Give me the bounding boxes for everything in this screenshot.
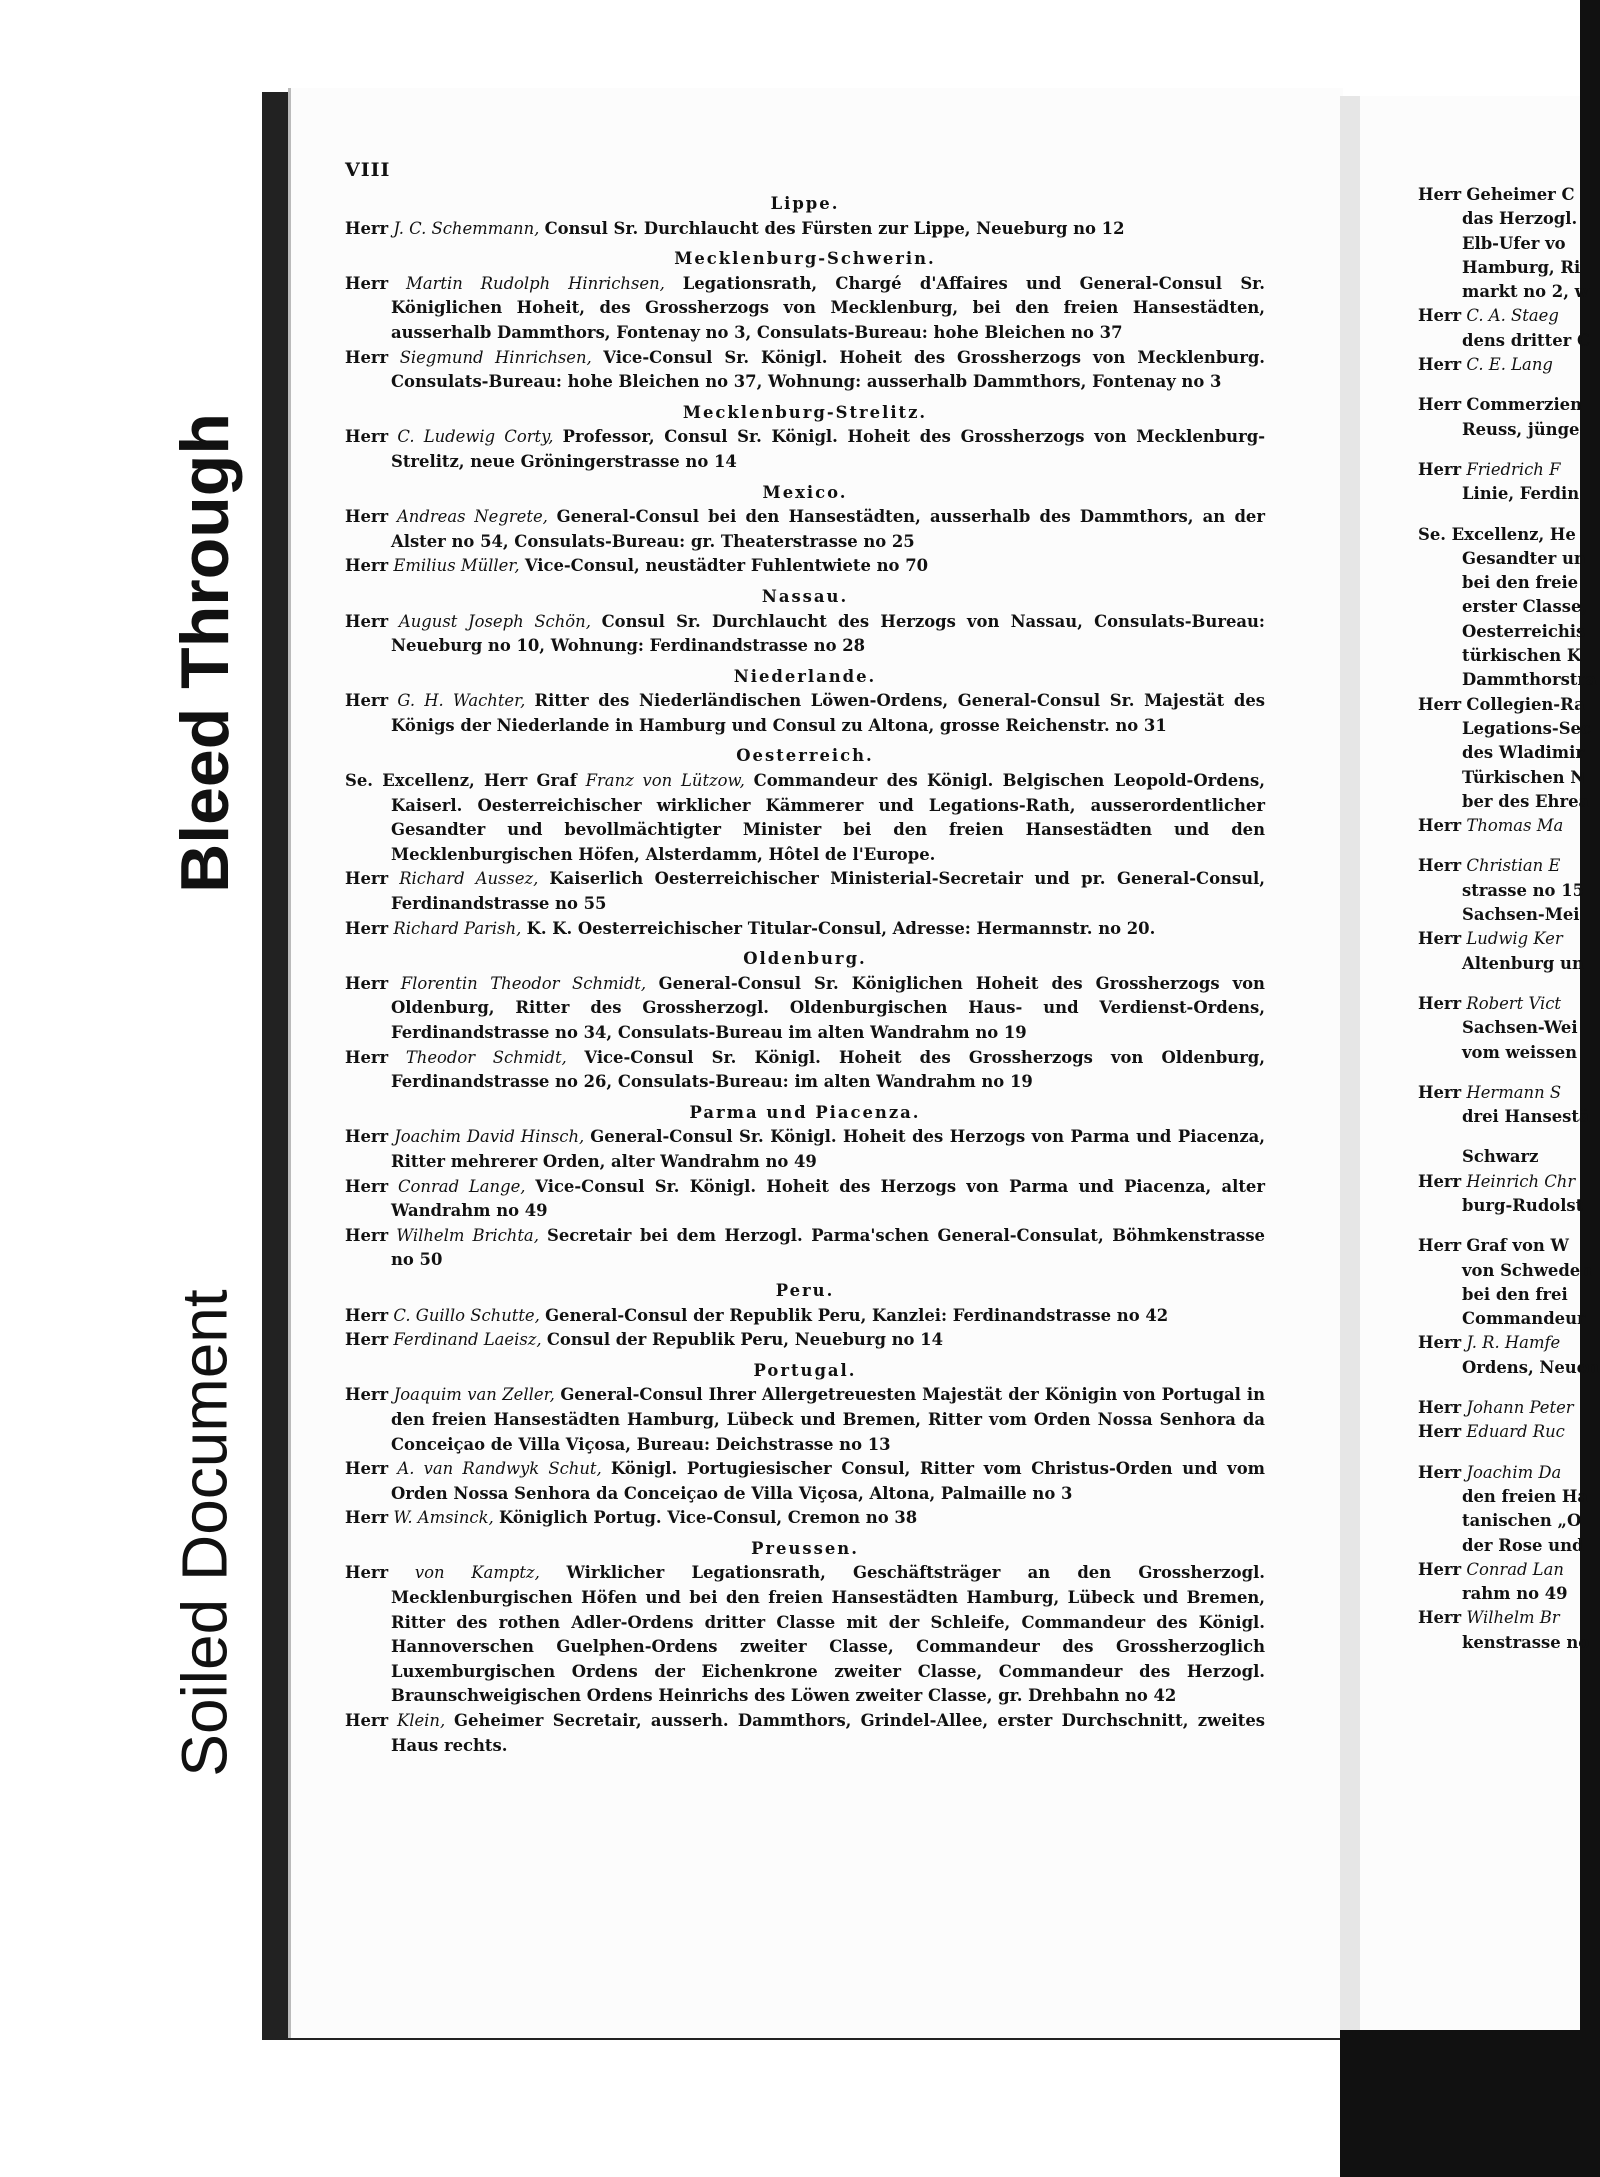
right-page-line (1418, 668, 1600, 692)
entry-label: Herr (345, 556, 389, 576)
entry-text: General-Consul Ihrer Allergetreuesten Majestät der Königin von Portugal in den freien Hansestädten Hamburg, Lübeck und Bremen, Ritter vom Orden Nossa Senhora da Conceiçao de Villa Viçosa, Bureau: Deichstrasse no 13 (391, 1385, 1265, 1454)
entry-text: Königl. Portugiesischer Consul, Ritter vom Christus-Orden und vom Orden Nossa Senhora da Conceiçao de Villa Viçosa, Altona, Palmaille no 3 (391, 1459, 1265, 1503)
entry-name: Conrad Lan (1466, 1559, 1564, 1579)
entry-label: Herr (1418, 1422, 1462, 1442)
entry-text: Graf von W (1466, 1236, 1569, 1256)
right-page-line (1418, 620, 1600, 644)
directory-entry (345, 1304, 1265, 1329)
soiled-document-label (152, 1240, 258, 1825)
entry-label: Herr (345, 427, 389, 447)
entry-label: Herr (1418, 459, 1462, 479)
right-page-line (1418, 353, 1600, 377)
right-page-line (1418, 183, 1600, 207)
entry-label: Herr (1418, 1462, 1462, 1482)
entry-label: Herr (1418, 993, 1462, 1013)
entry-text: bei den freie (1462, 573, 1579, 593)
entry-name: Florentin Theodor Schmidt, (400, 973, 647, 993)
right-page-line (1418, 1016, 1600, 1040)
directory-entry (345, 425, 1265, 474)
entry-text: burg-Rudolst (1462, 1195, 1584, 1215)
entry-label: Herr (345, 218, 389, 238)
entry-name: Joaquim van Zeller, (393, 1385, 555, 1405)
entry-name: Thomas Ma (1466, 816, 1564, 836)
entry-text: tanischen „O (1462, 1511, 1582, 1531)
entry-name: G. H. Wachter, (397, 691, 526, 711)
entry-name: Wilhelm Brichta, (396, 1225, 539, 1245)
entry-name: Heinrich Chr (1466, 1171, 1576, 1191)
right-page-line (1418, 1534, 1600, 1558)
section-title: Preussen. (751, 1538, 859, 1558)
section-title: Portugal. (753, 1360, 857, 1380)
entry-text: Elb-Ufer vo (1462, 233, 1566, 253)
directory-entry (345, 1125, 1265, 1174)
entry-label: Herr (1418, 306, 1462, 326)
section-title: Parma und Piacenza. (689, 1102, 921, 1122)
right-page-line (1418, 595, 1600, 619)
right-page-line (1418, 547, 1600, 571)
entry-label: Herr (1418, 1608, 1462, 1628)
entry-label: Herr (1418, 1398, 1462, 1418)
entry-text: Dammthorstra (1462, 670, 1597, 690)
entry-name: Joachim Da (1466, 1462, 1562, 1482)
entry-text: Consul Sr. Durchlaucht des Herzogs von Nassau, Consulats-Bureau: Neueburg no 10, Wohnung: Ferdinandstrasse no 28 (391, 611, 1265, 656)
right-page-line (1418, 207, 1600, 231)
entry-label: Herr (1418, 395, 1462, 415)
directory-entry (345, 689, 1265, 738)
right-page-line (1418, 1145, 1600, 1169)
entry-text: Königlich Portug. Vice-Consul, Cremon no 38 (498, 1508, 918, 1528)
entry-text: Collegien-Ra (1466, 694, 1585, 714)
right-page-line (1418, 854, 1600, 878)
entry-text: Altenburg un (1462, 953, 1584, 973)
section-title: Mecklenburg-Strelitz. (682, 402, 928, 422)
entry-name: Franz von Lützow, (585, 771, 745, 791)
entry-text: erster Classe, (1462, 597, 1588, 617)
right-page-line (1418, 571, 1600, 595)
right-page-line (1418, 1259, 1600, 1283)
entry-text: Legationsrath, Chargé d'Affaires und General-Consul Sr. Königlichen Hoheit, des Grossherzogs von Mecklenburg, bei den freien Hansestädten, ausserhalb Dammthors, Fontenay no 3, Consulats-Bureau: hohe Bleichen no 37 (391, 273, 1265, 342)
entry-text: türkischen K (1462, 646, 1582, 666)
directory-entry (345, 1561, 1265, 1709)
right-page-line (1418, 393, 1600, 417)
entry-name: W. Amsinck, (393, 1508, 494, 1528)
right-page-line (1418, 766, 1600, 790)
right-page-line (1418, 927, 1600, 951)
entry-text: Sachsen-Wei (1462, 1018, 1578, 1038)
right-page-line (1418, 280, 1600, 304)
entry-label: Herr (1418, 1333, 1462, 1353)
right-page-line (1418, 1170, 1600, 1194)
entry-name: Christian E (1466, 856, 1561, 876)
entry-text: Vice-Consul Sr. Königl. Hoheit des Herzogs von Parma und Piacenza, alter Wandrahm no 49 (391, 1176, 1265, 1221)
entry-name: Wilhelm Br (1466, 1608, 1560, 1628)
entry-name: Friedrich F (1466, 459, 1561, 479)
right-page-line (1418, 458, 1600, 482)
entry-text: Vice-Consul Sr. Königl. Hoheit des Grossherzogs von Oldenburg, Ferdinandstrasse no 26, Consulats-Bureau: im alten Wandrahm no 19 (391, 1047, 1265, 1092)
right-page-line (1418, 1041, 1600, 1065)
entry-label: Se. Excellenz, Herr Graf (345, 771, 577, 791)
entry-name: Ludwig Ker (1466, 929, 1563, 949)
directory-entry (345, 505, 1265, 554)
right-page-line (1418, 1194, 1600, 1218)
entry-name: Siegmund Hinrichsen, (399, 347, 592, 367)
directory-entry (345, 1328, 1265, 1353)
directory-entry (345, 1175, 1265, 1224)
directory-entry (345, 610, 1265, 659)
right-page-line (1418, 790, 1600, 814)
entry-name: Hermann S (1466, 1082, 1562, 1102)
entry-label: Herr (345, 1385, 389, 1405)
entry-text: den freien Ha (1462, 1486, 1589, 1506)
right-page-line (1418, 952, 1600, 976)
section-title: Nassau. (761, 586, 849, 606)
entry-text: Vice-Consul, neustädter Fuhlentwiete no 70 (524, 556, 928, 576)
right-page-line (1418, 418, 1600, 442)
right-page-line (1418, 814, 1600, 838)
entry-text: strasse no 15 (1462, 880, 1585, 900)
entry-name: C. E. Lang (1466, 355, 1553, 375)
entry-text: K. K. Oesterreichischer Titular-Consul, Adresse: Hermannstr. no 20. (526, 918, 1156, 938)
directory-entry (345, 769, 1265, 867)
entry-text: Vice-Consul Sr. Königl. Hoheit des Grossherzogs von Mecklenburg. Consulats-Bureau: hohe Bleichen no 37, Wohnung: ausserhalb Dammthors, Fontenay no 3 (391, 347, 1265, 392)
entry-text: Linie, Ferdin (1462, 484, 1580, 504)
entry-text: Geheimer C (1466, 185, 1575, 204)
section-title: Niederlande. (733, 666, 877, 686)
entry-text: Consul Sr. Durchlaucht des Fürsten zur Lippe, Neueburg no 12 (544, 218, 1125, 238)
right-page-line (1418, 1234, 1600, 1258)
entry-text: Gesandter un (1462, 548, 1586, 568)
right-page-line (1418, 644, 1600, 668)
entry-label: Herr (1418, 1082, 1462, 1102)
entry-text: Professor, Consul Sr. Königl. Hoheit des Grossherzogs von Mecklenburg-Strelitz, neue Gröningerstrasse no 14 (391, 427, 1265, 471)
right-page-text (1418, 183, 1600, 1655)
bleed-through-text: Bleed Through (167, 413, 244, 893)
entry-name: Martin Rudolph Hinrichsen, (406, 273, 665, 293)
right-page-line (1418, 482, 1600, 506)
right-page-line (1418, 1582, 1600, 1606)
entry-name: Ferdinand Laeisz, (393, 1330, 542, 1350)
entry-text: Kaiserlich Oesterreichischer Ministerial-Secretair und pr. General-Consul, Ferdinandstrasse no 55 (391, 869, 1265, 914)
entry-label: Herr (1418, 856, 1462, 876)
entry-label: Herr (345, 869, 389, 889)
right-page-line (1418, 693, 1600, 717)
entry-label: Herr (1418, 929, 1462, 949)
entry-text: drei Hansestä (1462, 1107, 1590, 1127)
entry-label: Herr (1418, 185, 1462, 204)
entry-label: Herr (345, 1563, 389, 1583)
entry-text: Consul der Republik Peru, Neueburg no 14 (546, 1330, 943, 1350)
entry-text: General-Consul der Republik Peru, Kanzlei: Ferdinandstrasse no 42 (545, 1305, 1169, 1325)
directory-entry (345, 1709, 1265, 1758)
entry-label: Se. Excellenz, He (1418, 524, 1576, 544)
entry-text: markt no 2, w (1462, 282, 1589, 302)
scanner-bottom-strip (1340, 2030, 1580, 2177)
entry-text: des Wladimir (1462, 743, 1584, 763)
entry-name: Richard Aussez, (399, 869, 539, 889)
page-gutter (1340, 96, 1360, 2046)
entry-text: Türkischen N (1462, 767, 1586, 787)
entry-name: Conrad Lange, (398, 1176, 526, 1196)
section-title: Peru. (775, 1280, 835, 1300)
right-page-line (1418, 903, 1600, 927)
right-page-line (1418, 1307, 1600, 1331)
entry-label: Herr (1418, 355, 1462, 375)
entry-text: Oesterreichis (1462, 621, 1586, 641)
entry-label: Herr (345, 1711, 389, 1731)
entry-text: von Schweden (1462, 1260, 1593, 1280)
entry-text: Geheimer Secretair, ausserh. Dammthors, Grindel-Allee, erster Durchschnitt, zweites Haus rechts. (391, 1711, 1265, 1755)
directory-entry (345, 1046, 1265, 1095)
directory-entry (345, 1506, 1265, 1531)
entry-text: Hamburg, Ri (1462, 257, 1581, 277)
entry-text: kenstrasse no (1462, 1632, 1590, 1652)
page-content (345, 158, 1265, 1758)
section-title: Mexico. (762, 482, 848, 502)
entry-name: Klein, (397, 1711, 446, 1731)
entry-text: Ritter des Niederländischen Löwen-Ordens, General-Consul Sr. Majestät des Königs der Niederlande in Hamburg und Consul zu Altona, grosse Reichenstr. no 31 (391, 691, 1265, 735)
entry-text: Wirklicher Legationsrath, Geschäftsträger an den Grossherzogl. Mecklenburgischen Höfen und bei den freien Hansestädten Hamburg, Lübeck und Bremen, Ritter des rothen Adler-Ordens dritter Classe mit der Schleife, Commandeur des Königl. Hannoverschen Guelphen-Ordens zweiter Classe, Commandeur des Grossherzoglich Luxemburgischen Ordens der Eichenkrone zweiter Classe, Commandeur des Herzogl. Braunschweigischen Ordens Heinrichs des Löwen zweiter Classe, gr. Drehbahn no 42 (391, 1563, 1265, 1706)
entry-label: Herr (345, 1305, 389, 1325)
section-title: Lippe. (770, 194, 840, 213)
entry-label: Herr (1418, 1236, 1462, 1256)
entry-label: Herr (345, 273, 389, 293)
entry-label: Herr (345, 973, 389, 993)
right-page-line (1418, 232, 1600, 256)
top-margin-area (1300, 0, 1360, 60)
entry-name: C. Guillo Schutte, (393, 1305, 540, 1325)
right-page-line (1418, 1356, 1600, 1380)
entry-label: Herr (345, 1459, 389, 1479)
soiled-document-text: Soiled Document (169, 1288, 241, 1777)
right-page-line (1418, 1461, 1600, 1485)
right-page-line (1418, 1558, 1600, 1582)
entry-label: Herr (345, 507, 389, 527)
entry-name: von Kamptz, (414, 1563, 540, 1583)
directory-entry (345, 917, 1265, 942)
entry-name: August Joseph Schön, (398, 611, 591, 631)
entry-label: Herr (1418, 694, 1462, 714)
directory-entry (345, 972, 1265, 1046)
directory-entry (345, 867, 1265, 916)
entry-text: Legations-Sec (1462, 718, 1591, 738)
entry-label: Herr (345, 918, 389, 938)
right-page-line (1418, 1081, 1600, 1105)
right-page-line (1418, 741, 1600, 765)
entry-name: Andreas Negrete, (396, 507, 548, 527)
entry-label: Herr (345, 1330, 389, 1350)
entry-label: Herr (345, 611, 389, 631)
bleed-through-label (152, 372, 258, 934)
entry-name: J. C. Schemmann, (393, 218, 540, 238)
entry-name: Joachim David Hinsch, (394, 1127, 585, 1147)
entry-text: vom weissen (1462, 1042, 1578, 1062)
entry-label: Herr (345, 691, 389, 711)
directory-entry (345, 1383, 1265, 1457)
right-page-line (1418, 879, 1600, 903)
entry-label: Herr (345, 347, 389, 367)
right-page-line (1418, 717, 1600, 741)
entry-label: Herr (345, 1127, 389, 1147)
directory-entry (345, 1457, 1265, 1506)
entry-text: Commerzien (1466, 395, 1583, 415)
right-page-line (1418, 1606, 1600, 1630)
entry-text: bei den frei (1462, 1284, 1568, 1304)
directory-entry (345, 217, 1265, 242)
entry-name: Johann Peter (1466, 1398, 1574, 1418)
page-number: VIII (345, 159, 391, 181)
directory-entry (345, 554, 1265, 579)
entry-name: Eduard Ruc (1466, 1422, 1565, 1442)
right-page-line (1418, 523, 1600, 547)
entry-label: Herr (1418, 1171, 1462, 1191)
entry-text: Commandeur des Königl. Belgischen Leopold-Ordens, Kaiserl. Oesterreichischer wirklicher Kämmerer und Legations-Rath, ausserordentlicher Gesandter und bevollmächtigter Minister bei den freien Hansestädten und den Mecklenburgischen Höfen, Alsterdamm, Hôtel de l'Europe. (391, 771, 1265, 864)
entry-label: Herr (345, 1047, 389, 1067)
entry-label: Herr (1418, 816, 1462, 836)
entry-name: A. van Randwyk Schut, (397, 1459, 602, 1479)
right-page-line (1418, 1283, 1600, 1307)
right-page-line (1418, 1485, 1600, 1509)
entry-name: C. Ludewig Corty, (397, 427, 554, 447)
entry-text: General-Consul bei den Hansestädten, ausserhalb des Dammthors, an der Alster no 54, Consulats-Bureau: gr. Theaterstrasse no 25 (391, 507, 1265, 551)
entry-label: Herr (345, 1508, 389, 1528)
entry-text: Sachsen-Mei (1462, 905, 1580, 925)
entry-text: General-Consul Sr. Königl. Hoheit des Herzogs von Parma und Piacenza, Ritter mehrerer Orden, alter Wandrahm no 49 (391, 1127, 1266, 1171)
entry-text: Schwarz (1462, 1147, 1539, 1167)
entry-label: Herr (1418, 1559, 1462, 1579)
directory-entry (345, 272, 1265, 346)
right-page-line (1418, 1509, 1600, 1533)
entry-text: Reuss, jünge (1462, 419, 1580, 439)
right-page-line (1418, 1396, 1600, 1420)
right-page-line (1418, 1631, 1600, 1655)
section-title: Oldenburg. (743, 949, 867, 969)
right-page-line (1418, 1331, 1600, 1355)
right-page-line (1418, 1420, 1600, 1444)
entry-name: Richard Parish, (393, 918, 522, 938)
section-title: Oesterreich. (736, 746, 874, 766)
right-page-line (1418, 304, 1600, 328)
entry-text: das Herzogl. (1462, 209, 1578, 229)
right-page-line (1418, 992, 1600, 1016)
entry-text: der Rose und (1462, 1535, 1584, 1555)
entry-text: ber des Ehrea (1462, 791, 1590, 811)
entry-text: dens dritter C (1462, 330, 1591, 350)
entry-text: Secretair bei dem Herzogl. Parma'schen General-Consulat, Böhmkenstrasse no 50 (391, 1225, 1265, 1270)
entry-name: C. A. Staeg (1466, 306, 1559, 326)
right-page-line (1418, 256, 1600, 280)
directory-entry (345, 346, 1265, 395)
entry-name: J. R. Hamfe (1466, 1333, 1561, 1353)
entry-label: Herr (345, 1176, 389, 1196)
entry-name: Emilius Müller, (393, 556, 520, 576)
right-page-line (1418, 1105, 1600, 1129)
entry-name: Theodor Schmidt, (405, 1047, 567, 1067)
entry-text: Commandeur (1462, 1309, 1586, 1329)
entry-text: Ordens, Neuen (1462, 1357, 1600, 1377)
right-page-line (1418, 329, 1600, 353)
section-title: Mecklenburg-Schwerin. (674, 249, 936, 269)
entry-name: Robert Vict (1466, 993, 1561, 1013)
entry-label: Herr (345, 1225, 389, 1245)
entry-text: General-Consul Sr. Königlichen Hoheit des Grossherzogs von Oldenburg, Ritter des Grossherzogl. Oldenburgischen Haus- und Verdienst-Ordens, Ferdinandstrasse no 34, Consulats-Bureau im alten Wandrahm no 19 (391, 973, 1265, 1042)
directory-entry (345, 1224, 1265, 1273)
entry-text: rahm no 49 (1462, 1584, 1568, 1604)
